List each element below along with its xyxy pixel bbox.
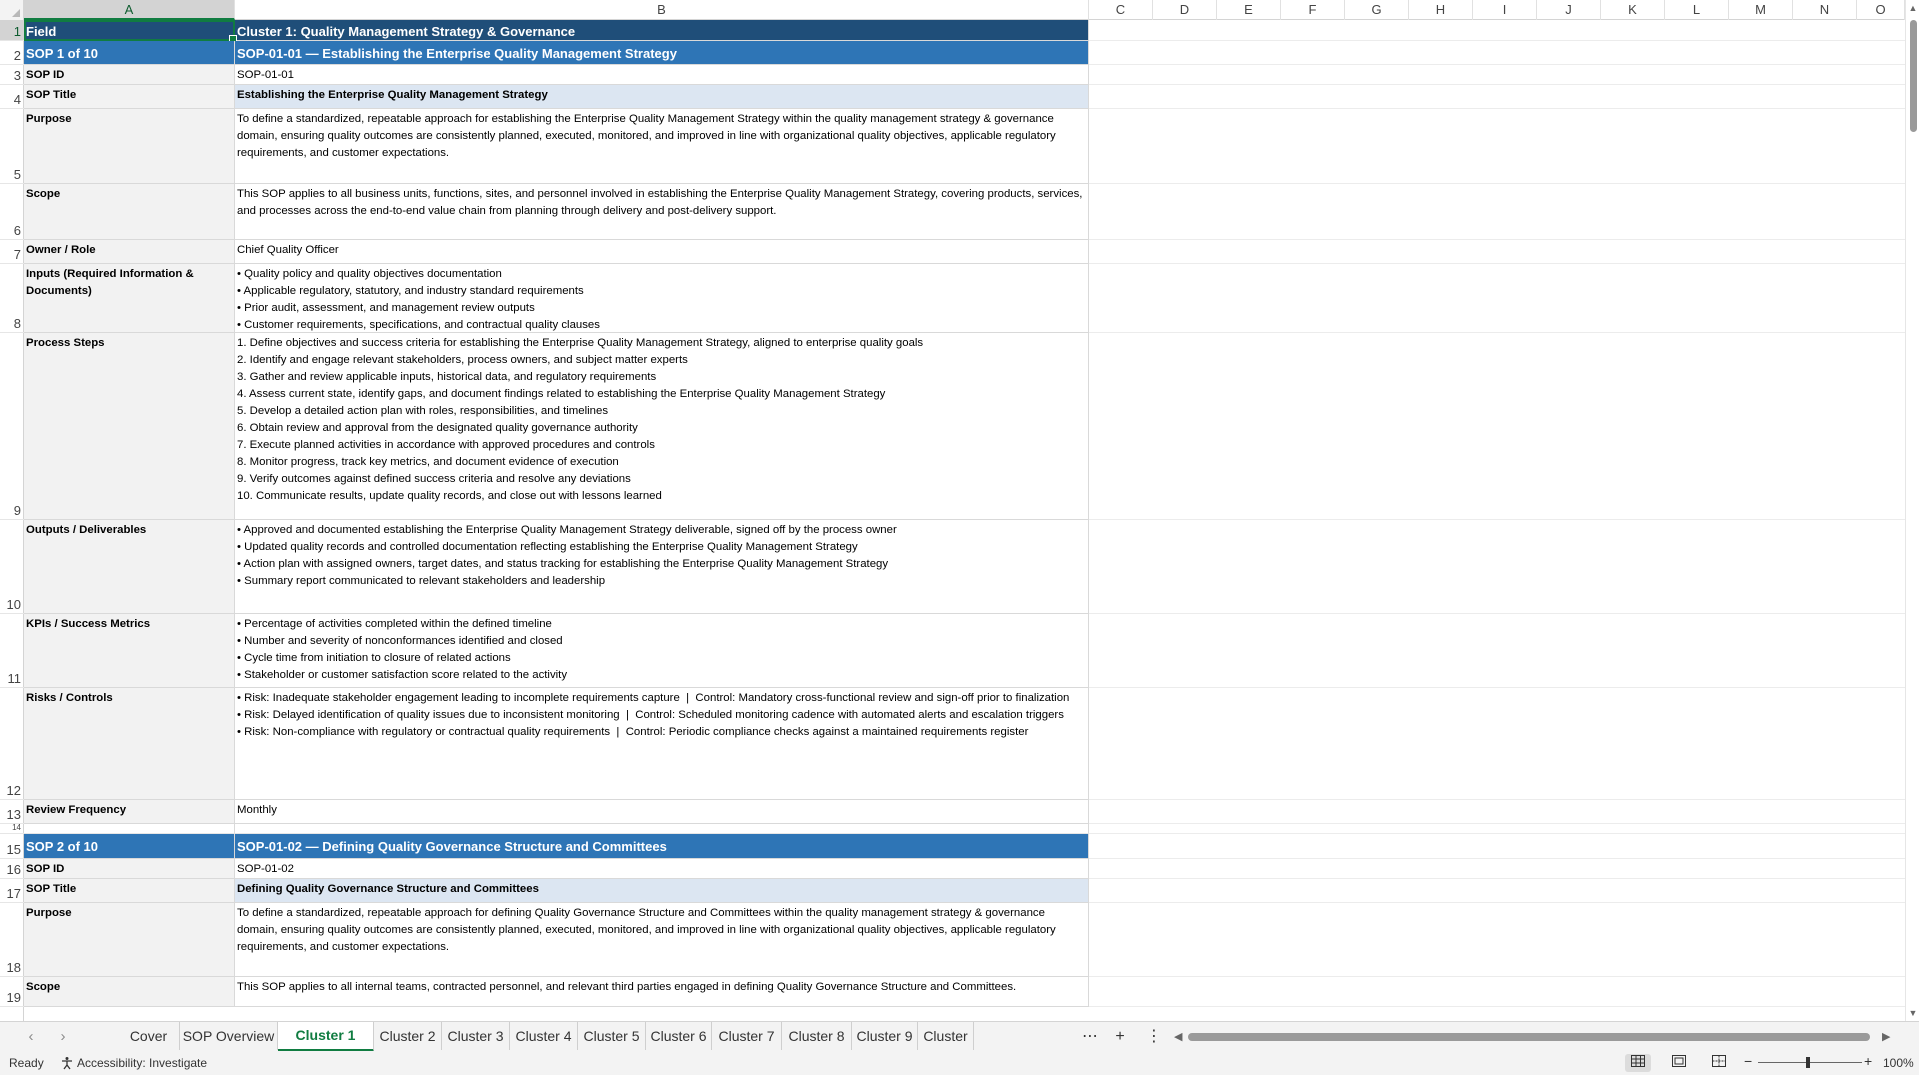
column-header-o[interactable]: O — [1857, 0, 1905, 20]
cell-field-value[interactable]: • Percentage of activities completed within the defined timeline • Number and severity of nonconformances identified and closed • Cycle time from initiation to closure of related actions • Stakeholder or customer satisfaction score related to the activity — [235, 614, 1089, 688]
cell-area — [24, 20, 1905, 1021]
sheet-tab-cluster-4[interactable]: Cluster 4 — [510, 1022, 578, 1050]
column-header-i[interactable]: I — [1473, 0, 1537, 20]
row-header[interactable]: 11 — [0, 614, 24, 688]
scroll-up-icon[interactable]: ▲ — [1908, 3, 1918, 13]
row-header[interactable]: 8 — [0, 264, 24, 333]
cell-field-label[interactable]: SOP Title — [24, 85, 235, 109]
column-header-l[interactable]: L — [1665, 0, 1729, 20]
sheet-row — [24, 520, 1905, 614]
cell-field-value[interactable]: 1. Define objectives and success criteria for establishing the Enterprise Quality Management Strategy, aligned to enterprise quality goals 2. Identify and engage relevant stakeholders, process owners, and subject matter experts 3. Gather and review applicable inputs, historical data, and regulatory requirements 4. Assess current state, identify gaps, and document findings related to establishing the Enterprise Quality Management Strategy 5. Develop a detailed action plan with roles, responsibilities, and timelines 6. Obtain review and approval from the designated quality governance authority 7. Execute planned activities in accordance with approved procedures and controls 8. Monitor progress, track key metrics, and document evidence of execution 9. Verify outcomes against defined success criteria and resolve any deviations 10. Communicate results, update quality records, and close out with lessons learned — [235, 333, 1089, 520]
column-header-b[interactable]: B — [235, 0, 1089, 20]
plus-icon[interactable]: + — [1115, 1028, 1125, 1045]
empty-cells[interactable] — [1089, 614, 1905, 688]
empty-cells[interactable] — [1089, 834, 1905, 859]
empty-cells[interactable] — [1089, 977, 1905, 1007]
sheet-row — [24, 85, 1905, 109]
vertical-scroll-thumb[interactable] — [1910, 20, 1917, 132]
cell-field-label[interactable]: KPIs / Success Metrics — [24, 614, 235, 688]
row-header[interactable]: 15 — [0, 834, 24, 859]
cell-field-value[interactable]: SOP-01-02 — [235, 859, 1089, 879]
row-header[interactable]: 17 — [0, 879, 24, 903]
column-header-c[interactable]: C — [1089, 0, 1153, 20]
page-break-icon — [1712, 1055, 1726, 1067]
cell-field-label[interactable]: Scope — [24, 977, 235, 1007]
grid-view-icon — [1631, 1055, 1645, 1067]
cell-field-value[interactable]: To define a standardized, repeatable approach for establishing the Enterprise Quality Management Strategy within the quality management strategy & governance domain, ensuring quality outcomes are consistently planned, executed, monitored, and improved in line with organizational quality objectives, applicable regulatory requirements, and customer expectations. — [235, 109, 1089, 184]
sheet-row — [24, 65, 1905, 85]
row-header[interactable]: 6 — [0, 184, 24, 240]
zoom-slider-track[interactable] — [1758, 1062, 1862, 1063]
empty-cells[interactable] — [1089, 520, 1905, 614]
cell-field-label[interactable] — [24, 824, 235, 834]
page-layout-view-button[interactable] — [1666, 1054, 1692, 1072]
empty-cells[interactable] — [1089, 184, 1905, 240]
empty-cells[interactable] — [1089, 800, 1905, 824]
column-header-n[interactable]: N — [1793, 0, 1857, 20]
normal-view-button[interactable] — [1625, 1054, 1651, 1072]
row-header[interactable]: 16 — [0, 859, 24, 879]
vertical-scrollbar[interactable] — [1905, 0, 1919, 1021]
row-header[interactable]: 7 — [0, 240, 24, 264]
cell-field-value[interactable] — [235, 824, 1089, 834]
column-header-g[interactable]: G — [1345, 0, 1409, 20]
row-header[interactable]: 9 — [0, 333, 24, 520]
sheet-tab-cluster-3[interactable]: Cluster 3 — [442, 1022, 510, 1050]
sheet-tab-cluster-1[interactable]: Cluster 1 — [278, 1022, 374, 1052]
empty-cells[interactable] — [1089, 859, 1905, 879]
row-header[interactable]: 19 — [0, 977, 24, 1007]
sheet-tab-cluster-7[interactable]: Cluster 7 — [712, 1022, 782, 1050]
sheet-tab-cluster-8[interactable]: Cluster 8 — [782, 1022, 852, 1050]
scroll-down-icon[interactable]: ▼ — [1908, 1008, 1918, 1018]
cell-field-value[interactable]: • Approved and documented establishing the Enterprise Quality Management Strategy deliverable, signed off by the process owner • Updated quality records and controlled documentation reflecting establishing the Enterprise Quality Management Strategy • Action plan with assigned owners, target dates, and status tracking for establishing the Enterprise Quality Management Strategy • Summary report communicated to relevant stakeholders and leadership — [235, 520, 1089, 614]
zoom-level[interactable]: 100% — [1883, 1056, 1914, 1070]
empty-cells[interactable] — [1089, 333, 1905, 520]
cell-field-value[interactable]: This SOP applies to all business units, functions, sites, and personnel involved in establishing the Enterprise Quality Management Strategy, covering products, services, and processes across the end-to-end value chain from planning through delivery and post-delivery support. — [235, 184, 1089, 240]
scroll-left-icon[interactable]: ◀ — [1174, 1031, 1183, 1043]
column-header-bar — [0, 0, 1919, 20]
cell-field-value[interactable]: This SOP applies to all internal teams, contracted personnel, and relevant third parties engaged in defining Quality Governance Structure and Committees. — [235, 977, 1089, 1007]
cell-field-label[interactable]: Review Frequency — [24, 800, 235, 824]
ready-status: Ready — [9, 1056, 44, 1070]
cell-field-value[interactable]: SOP-01-02 — Defining Quality Governance Structure and Committees — [235, 834, 1089, 859]
sheet-tab-bar — [0, 1021, 1919, 1051]
cell-field-value[interactable]: Establishing the Enterprise Quality Management Strategy — [235, 85, 1089, 109]
scroll-right-icon[interactable]: ▶ — [1882, 1031, 1891, 1043]
empty-cells[interactable] — [1089, 824, 1905, 834]
cell-field-label[interactable]: SOP 1 of 10 — [24, 41, 235, 65]
ellipsis-icon[interactable]: ⋯ — [1082, 1028, 1098, 1045]
chevron-right-icon[interactable]: › — [60, 1028, 66, 1045]
empty-cells[interactable] — [1089, 85, 1905, 109]
empty-cells[interactable] — [1089, 109, 1905, 184]
sheet-row — [24, 977, 1905, 1007]
row-header[interactable]: 10 — [0, 520, 24, 614]
row-header[interactable]: 3 — [0, 65, 24, 85]
column-header-a[interactable]: A — [24, 0, 235, 20]
cell-field-label[interactable]: Inputs (Required Information & Documents) — [24, 264, 235, 333]
row-header[interactable]: 1 — [0, 20, 24, 41]
column-header-j[interactable]: J — [1537, 0, 1601, 20]
empty-cells[interactable] — [1089, 41, 1905, 65]
empty-cells[interactable] — [1089, 879, 1905, 903]
cell-field-value[interactable]: SOP-01-01 — [235, 65, 1089, 85]
sheet-row — [24, 109, 1905, 184]
column-header-m[interactable]: M — [1729, 0, 1793, 20]
row-header[interactable]: 14 — [0, 824, 24, 834]
sheet-row — [24, 614, 1905, 688]
cell-field-label[interactable]: SOP 2 of 10 — [24, 834, 235, 859]
accessibility-status[interactable] — [60, 1055, 207, 1071]
cell-field-value[interactable]: Cluster 1: Quality Management Strategy & Governance — [235, 20, 1089, 41]
sheet-row — [24, 20, 1905, 41]
sheet-row — [24, 184, 1905, 240]
sheet-row — [24, 264, 1905, 333]
row-header[interactable]: 2 — [0, 41, 24, 65]
sheet-row — [24, 859, 1905, 879]
cell-field-label[interactable]: Process Steps — [24, 333, 235, 520]
empty-cells[interactable] — [1089, 264, 1905, 333]
accessibility-icon — [60, 1056, 74, 1070]
horizontal-scroll-thumb[interactable] — [1188, 1033, 1870, 1041]
cell-field-label[interactable]: SOP ID — [24, 65, 235, 85]
column-header-h[interactable]: H — [1409, 0, 1473, 20]
cell-field-value[interactable]: • Quality policy and quality objectives documentation • Applicable regulatory, statutory, and industry standard requirements • Prior audit, assessment, and management review outputs • Customer requirements, specifications, and contractual quality clauses — [235, 264, 1089, 333]
cell-field-value[interactable]: Monthly — [235, 800, 1089, 824]
accessibility-label: Accessibility: Investigate — [77, 1056, 208, 1070]
cell-field-label[interactable]: Purpose — [24, 903, 235, 977]
sheet-tab-cluster-5[interactable]: Cluster 5 — [578, 1022, 646, 1050]
cell-field-value[interactable]: SOP-01-01 — Establishing the Enterprise Quality Management Strategy — [235, 41, 1089, 65]
cell-field-value[interactable]: Defining Quality Governance Structure and Committees — [235, 879, 1089, 903]
empty-cells[interactable] — [1089, 240, 1905, 264]
cell-field-label[interactable]: SOP ID — [24, 859, 235, 879]
column-header-k[interactable]: K — [1601, 0, 1665, 20]
cell-field-label[interactable]: Purpose — [24, 109, 235, 184]
row-header[interactable]: 13 — [0, 800, 24, 824]
status-bar — [0, 1051, 1919, 1075]
sheet-row — [24, 834, 1905, 859]
sheet-tab-cluster-2[interactable]: Cluster 2 — [374, 1022, 442, 1050]
zoom-in-button[interactable]: + — [1864, 1053, 1873, 1069]
sheet-row — [24, 41, 1905, 65]
column-header-e[interactable]: E — [1217, 0, 1281, 20]
select-all-button[interactable] — [0, 0, 24, 20]
empty-cells[interactable] — [1089, 65, 1905, 85]
zoom-slider-thumb[interactable] — [1806, 1057, 1810, 1068]
cell-field-value[interactable]: To define a standardized, repeatable approach for defining Quality Governance Structure and Committees within the quality management strategy & governance domain, ensuring quality outcomes are consistently planned, executed, monitored, and improved in line with organizational quality objectives, applicable regulatory requirements, and customer expectations. — [235, 903, 1089, 977]
row-header[interactable]: 12 — [0, 688, 24, 800]
sheet-tab-cluster-9[interactable]: Cluster 9 — [852, 1022, 918, 1050]
sheet-tab-cover[interactable]: Cover — [118, 1022, 180, 1050]
cell-field-value[interactable]: • Risk: Inadequate stakeholder engagement leading to incomplete requirements capture | Control: Mandatory cross-functional review and sign-off prior to finalization • Risk: Delayed identification of quality issues due to inconsistent monitoring | Control: Scheduled monitoring cadence with automated alerts and escalation triggers • Risk: Non-compliance with regulatory or contractual quality requirements | Control: Periodic compliance checks against a maintained requirements register — [235, 688, 1089, 800]
cell-field-label[interactable]: Outputs / Deliverables — [24, 520, 235, 614]
sheet-row — [24, 800, 1905, 824]
spreadsheet-grid — [0, 20, 1905, 1021]
chevron-left-icon[interactable]: ‹ — [28, 1028, 34, 1045]
column-header-d[interactable]: D — [1153, 0, 1217, 20]
sheet-row — [24, 688, 1905, 800]
empty-cells[interactable] — [1089, 688, 1905, 800]
cell-field-label[interactable]: Field — [24, 20, 235, 41]
sheet-tab-cluster[interactable]: Cluster — [918, 1022, 974, 1050]
empty-cells[interactable] — [1089, 20, 1905, 41]
page-layout-icon — [1672, 1055, 1686, 1067]
vertical-ellipsis-icon[interactable]: ⋮ — [1146, 1028, 1162, 1045]
empty-cells[interactable] — [1089, 903, 1905, 977]
horizontal-scrollbar[interactable] — [1172, 1027, 1896, 1047]
sheet-row — [24, 333, 1905, 520]
cell-field-label[interactable]: Scope — [24, 184, 235, 240]
sheet-tab-sop-overview[interactable]: SOP Overview — [180, 1022, 278, 1050]
row-header-bar — [0, 20, 24, 1021]
cell-field-label[interactable]: Risks / Controls — [24, 688, 235, 800]
cell-field-label[interactable]: SOP Title — [24, 879, 235, 903]
zoom-out-button[interactable]: − — [1744, 1053, 1753, 1069]
row-header[interactable]: 4 — [0, 85, 24, 109]
row-header[interactable]: 5 — [0, 109, 24, 184]
row-header[interactable]: 18 — [0, 903, 24, 977]
sheet-row — [24, 240, 1905, 264]
sheet-tab-cluster-6[interactable]: Cluster 6 — [646, 1022, 712, 1050]
column-header-f[interactable]: F — [1281, 0, 1345, 20]
cell-field-value[interactable]: Chief Quality Officer — [235, 240, 1089, 264]
sheet-row — [24, 903, 1905, 977]
sheet-row — [24, 879, 1905, 903]
sheet-row — [24, 824, 1905, 834]
page-break-view-button[interactable] — [1706, 1054, 1732, 1072]
cell-field-label[interactable]: Owner / Role — [24, 240, 235, 264]
